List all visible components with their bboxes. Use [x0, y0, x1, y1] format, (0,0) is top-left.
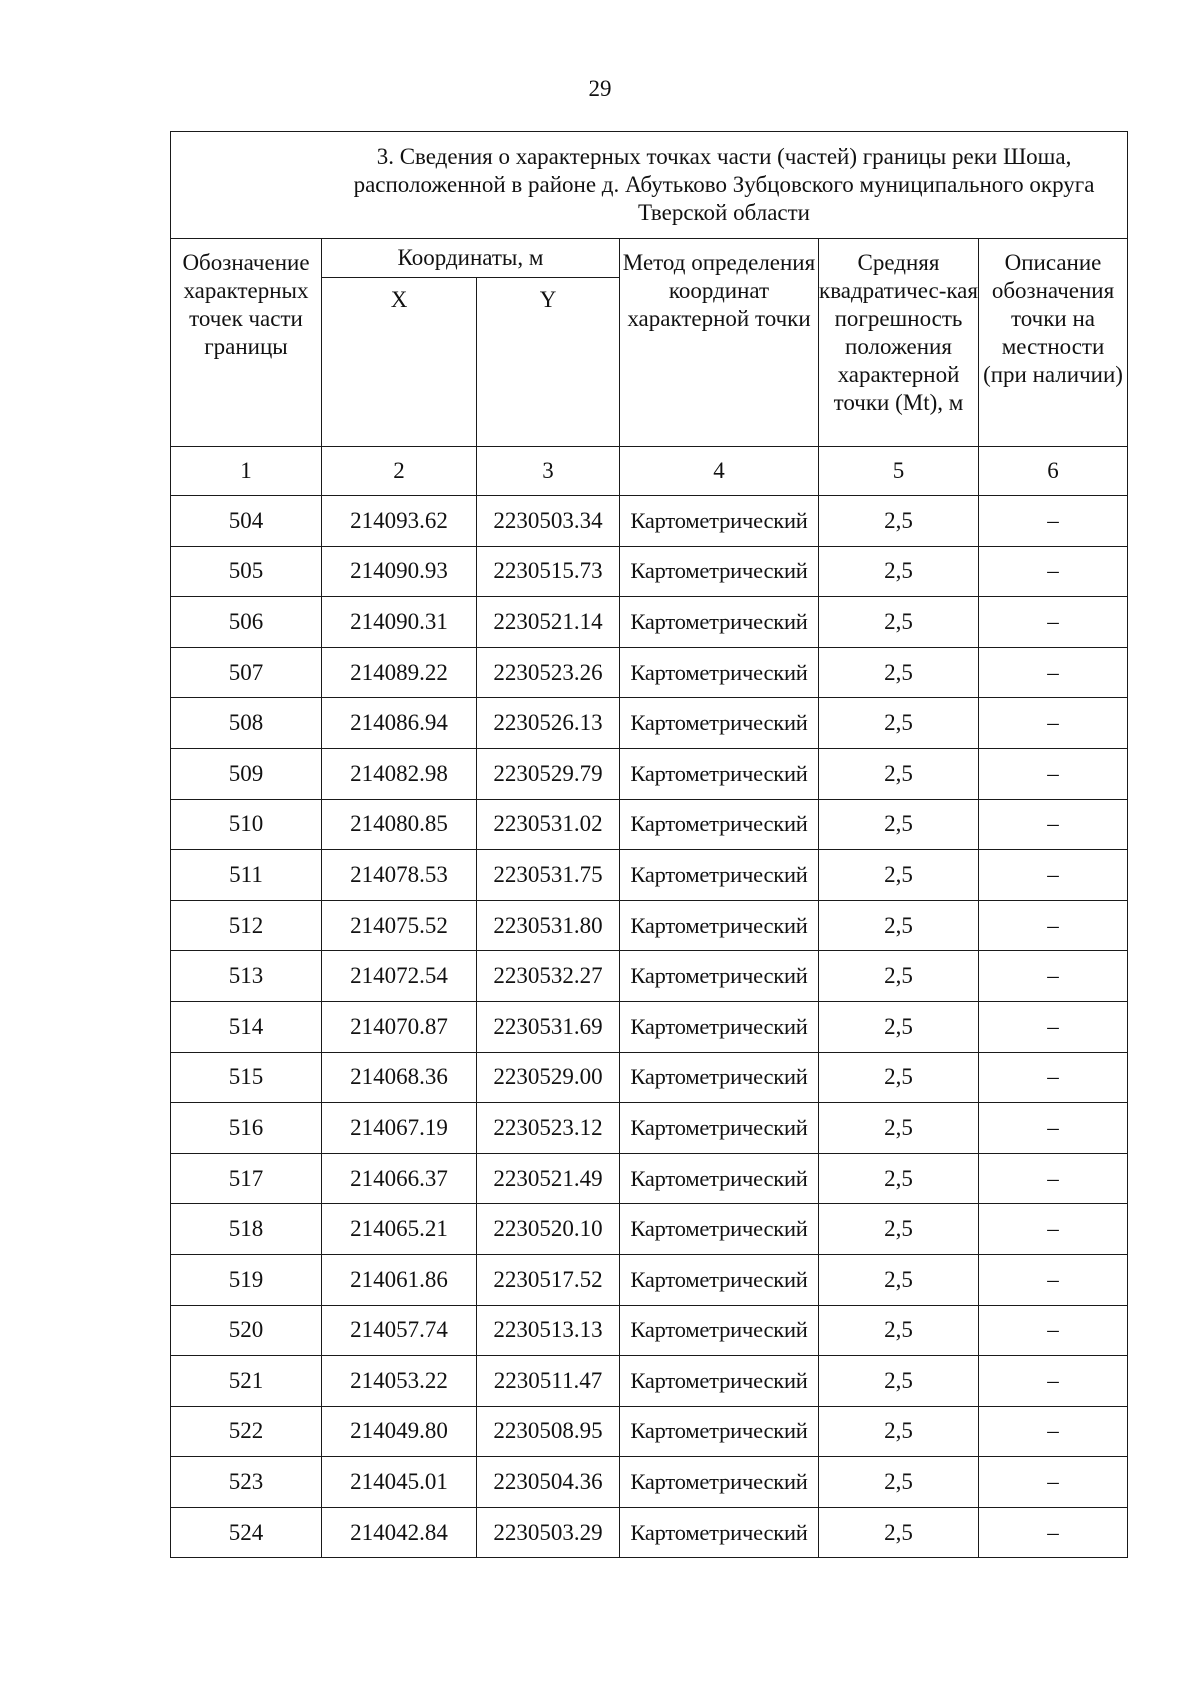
table-row: [171, 1052, 1128, 1103]
table-row: [171, 850, 1128, 901]
point-id-cell: 512: [171, 900, 322, 951]
point-id-cell: 510: [171, 799, 322, 850]
table-row: [171, 748, 1128, 799]
x-coordinate-cell: 214089.22: [322, 647, 477, 698]
point-id-cell: 504: [171, 496, 322, 547]
y-coordinate-cell: 2230515.73: [477, 546, 620, 597]
mean-error-cell: 2,5: [819, 799, 979, 850]
description-cell: –: [979, 1001, 1128, 1052]
x-coordinate-cell: 214090.93: [322, 546, 477, 597]
x-coordinate-cell: 214045.01: [322, 1457, 477, 1508]
header-mean-error: Средняя квадратичес-кая погрешность положения характерной точки (Mt), м: [819, 239, 979, 447]
column-number: 2: [322, 447, 477, 496]
x-coordinate-cell: 214049.80: [322, 1406, 477, 1457]
y-coordinate-cell: 2230529.00: [477, 1052, 620, 1103]
y-coordinate-cell: 2230503.34: [477, 496, 620, 547]
x-coordinate-cell: 214075.52: [322, 900, 477, 951]
y-coordinate-cell: 2230513.13: [477, 1305, 620, 1356]
method-cell: Картометрический: [620, 799, 819, 850]
boundary-points-table: [170, 131, 1128, 1558]
table-title-line-3: Тверской области: [638, 200, 810, 225]
mean-error-cell: 2,5: [819, 1153, 979, 1204]
point-id-cell: 517: [171, 1153, 322, 1204]
point-id-cell: 509: [171, 748, 322, 799]
table-title-cell: [171, 132, 1128, 239]
table-row: [171, 496, 1128, 547]
mean-error-cell: 2,5: [819, 1356, 979, 1407]
x-coordinate-cell: 214053.22: [322, 1356, 477, 1407]
method-cell: Картометрический: [620, 1103, 819, 1154]
method-cell: Картометрический: [620, 1001, 819, 1052]
description-cell: –: [979, 900, 1128, 951]
description-cell: –: [979, 1153, 1128, 1204]
table-row: [171, 1254, 1128, 1305]
description-cell: –: [979, 1305, 1128, 1356]
description-cell: –: [979, 951, 1128, 1002]
table-row: [171, 1103, 1128, 1154]
method-cell: Картометрический: [620, 900, 819, 951]
x-coordinate-cell: 214068.36: [322, 1052, 477, 1103]
description-cell: –: [979, 546, 1128, 597]
table-row: [171, 1204, 1128, 1255]
column-number: 5: [819, 447, 979, 496]
mean-error-cell: 2,5: [819, 748, 979, 799]
y-coordinate-cell: 2230508.95: [477, 1406, 620, 1457]
x-coordinate-cell: 214067.19: [322, 1103, 477, 1154]
y-coordinate-cell: 2230531.69: [477, 1001, 620, 1052]
mean-error-cell: 2,5: [819, 647, 979, 698]
x-coordinate-cell: 214090.31: [322, 597, 477, 648]
table-row: [171, 597, 1128, 648]
column-number: 6: [979, 447, 1128, 496]
y-coordinate-cell: 2230529.79: [477, 748, 620, 799]
table-row: [171, 1356, 1128, 1407]
header-point-designation: Обозначение характерных точек части границы: [171, 239, 322, 447]
point-id-cell: 522: [171, 1406, 322, 1457]
mean-error-cell: 2,5: [819, 850, 979, 901]
method-cell: Картометрический: [620, 597, 819, 648]
table-row: [171, 1001, 1128, 1052]
x-coordinate-cell: 214070.87: [322, 1001, 477, 1052]
y-coordinate-cell: 2230523.12: [477, 1103, 620, 1154]
y-coordinate-cell: 2230520.10: [477, 1204, 620, 1255]
method-cell: Картометрический: [620, 748, 819, 799]
column-number-row: [171, 447, 1128, 496]
header-description: Описание обозначения точки на местности (при наличии): [979, 239, 1128, 447]
point-id-cell: 523: [171, 1457, 322, 1508]
description-cell: –: [979, 1254, 1128, 1305]
point-id-cell: 505: [171, 546, 322, 597]
description-cell: –: [979, 698, 1128, 749]
description-cell: –: [979, 1204, 1128, 1255]
table-row: [171, 647, 1128, 698]
header-y: Y: [477, 278, 620, 447]
point-id-cell: 518: [171, 1204, 322, 1255]
y-coordinate-cell: 2230523.26: [477, 647, 620, 698]
point-id-cell: 516: [171, 1103, 322, 1154]
y-coordinate-cell: 2230504.36: [477, 1457, 620, 1508]
x-coordinate-cell: 214065.21: [322, 1204, 477, 1255]
point-id-cell: 519: [171, 1254, 322, 1305]
y-coordinate-cell: 2230517.52: [477, 1254, 620, 1305]
mean-error-cell: 2,5: [819, 698, 979, 749]
description-cell: –: [979, 799, 1128, 850]
mean-error-cell: 2,5: [819, 1052, 979, 1103]
x-coordinate-cell: 214042.84: [322, 1507, 477, 1558]
y-coordinate-cell: 2230531.02: [477, 799, 620, 850]
point-id-cell: 521: [171, 1356, 322, 1407]
header-coordinates: Координаты, м: [322, 239, 620, 278]
point-id-cell: 506: [171, 597, 322, 648]
x-coordinate-cell: 214086.94: [322, 698, 477, 749]
description-cell: –: [979, 748, 1128, 799]
table-row: [171, 1406, 1128, 1457]
method-cell: Картометрический: [620, 1457, 819, 1508]
page-number: 29: [588, 76, 612, 101]
method-cell: Картометрический: [620, 1254, 819, 1305]
y-coordinate-cell: 2230511.47: [477, 1356, 620, 1407]
table-row: [171, 951, 1128, 1002]
x-coordinate-cell: 214078.53: [322, 850, 477, 901]
mean-error-cell: 2,5: [819, 496, 979, 547]
y-coordinate-cell: 2230531.75: [477, 850, 620, 901]
method-cell: Картометрический: [620, 698, 819, 749]
method-cell: Картометрический: [620, 1507, 819, 1558]
point-id-cell: 524: [171, 1507, 322, 1558]
method-cell: Картометрический: [620, 546, 819, 597]
y-coordinate-cell: 2230526.13: [477, 698, 620, 749]
method-cell: Картометрический: [620, 850, 819, 901]
point-id-cell: 514: [171, 1001, 322, 1052]
header-row-1: [171, 239, 1128, 278]
description-cell: –: [979, 597, 1128, 648]
table-title-line-2: расположенной в районе д. Абутьково Зубцовского муниципального округа: [353, 172, 1095, 197]
mean-error-cell: 2,5: [819, 951, 979, 1002]
mean-error-cell: 2,5: [819, 1305, 979, 1356]
method-cell: Картометрический: [620, 647, 819, 698]
header-method: Метод определения координат характерной точки: [620, 239, 819, 447]
method-cell: Картометрический: [620, 1204, 819, 1255]
table-row: [171, 900, 1128, 951]
point-id-cell: 511: [171, 850, 322, 901]
y-coordinate-cell: 2230532.27: [477, 951, 620, 1002]
column-number: 1: [171, 447, 322, 496]
table-row: [171, 799, 1128, 850]
method-cell: Картометрический: [620, 1305, 819, 1356]
table-row: [171, 1507, 1128, 1558]
table-title-row: [171, 132, 1128, 239]
point-id-cell: 520: [171, 1305, 322, 1356]
description-cell: –: [979, 1406, 1128, 1457]
table-row: [171, 1153, 1128, 1204]
description-cell: –: [979, 1356, 1128, 1407]
method-cell: Картометрический: [620, 1406, 819, 1457]
mean-error-cell: 2,5: [819, 546, 979, 597]
mean-error-cell: 2,5: [819, 1406, 979, 1457]
point-id-cell: 507: [171, 647, 322, 698]
table-row: [171, 1305, 1128, 1356]
x-coordinate-cell: 214093.62: [322, 496, 477, 547]
y-coordinate-cell: 2230521.14: [477, 597, 620, 648]
x-coordinate-cell: 214066.37: [322, 1153, 477, 1204]
mean-error-cell: 2,5: [819, 1103, 979, 1154]
description-cell: –: [979, 850, 1128, 901]
method-cell: Картометрический: [620, 496, 819, 547]
method-cell: Картометрический: [620, 1052, 819, 1103]
x-coordinate-cell: 214057.74: [322, 1305, 477, 1356]
x-coordinate-cell: 214072.54: [322, 951, 477, 1002]
column-number: 3: [477, 447, 620, 496]
table-row: [171, 698, 1128, 749]
description-cell: –: [979, 647, 1128, 698]
method-cell: Картометрический: [620, 1356, 819, 1407]
mean-error-cell: 2,5: [819, 1254, 979, 1305]
x-coordinate-cell: 214080.85: [322, 799, 477, 850]
table-title-line-1: 3. Сведения о характерных точках части (частей) границы реки Шоша,: [376, 144, 1072, 169]
description-cell: –: [979, 1052, 1128, 1103]
description-cell: –: [979, 1457, 1128, 1508]
method-cell: Картометрический: [620, 1153, 819, 1204]
table-row: [171, 546, 1128, 597]
header-x: X: [322, 278, 477, 447]
y-coordinate-cell: 2230521.49: [477, 1153, 620, 1204]
y-coordinate-cell: 2230503.29: [477, 1507, 620, 1558]
mean-error-cell: 2,5: [819, 597, 979, 648]
x-coordinate-cell: 214061.86: [322, 1254, 477, 1305]
mean-error-cell: 2,5: [819, 1457, 979, 1508]
method-cell: Картометрический: [620, 951, 819, 1002]
x-coordinate-cell: 214082.98: [322, 748, 477, 799]
mean-error-cell: 2,5: [819, 1204, 979, 1255]
description-cell: –: [979, 1103, 1128, 1154]
description-cell: –: [979, 1507, 1128, 1558]
mean-error-cell: 2,5: [819, 1001, 979, 1052]
mean-error-cell: 2,5: [819, 1507, 979, 1558]
description-cell: –: [979, 496, 1128, 547]
table-row: [171, 1457, 1128, 1508]
point-id-cell: 508: [171, 698, 322, 749]
table-title: [204, 143, 1095, 227]
point-id-cell: 513: [171, 951, 322, 1002]
point-id-cell: 515: [171, 1052, 322, 1103]
y-coordinate-cell: 2230531.80: [477, 900, 620, 951]
column-number: 4: [620, 447, 819, 496]
mean-error-cell: 2,5: [819, 900, 979, 951]
